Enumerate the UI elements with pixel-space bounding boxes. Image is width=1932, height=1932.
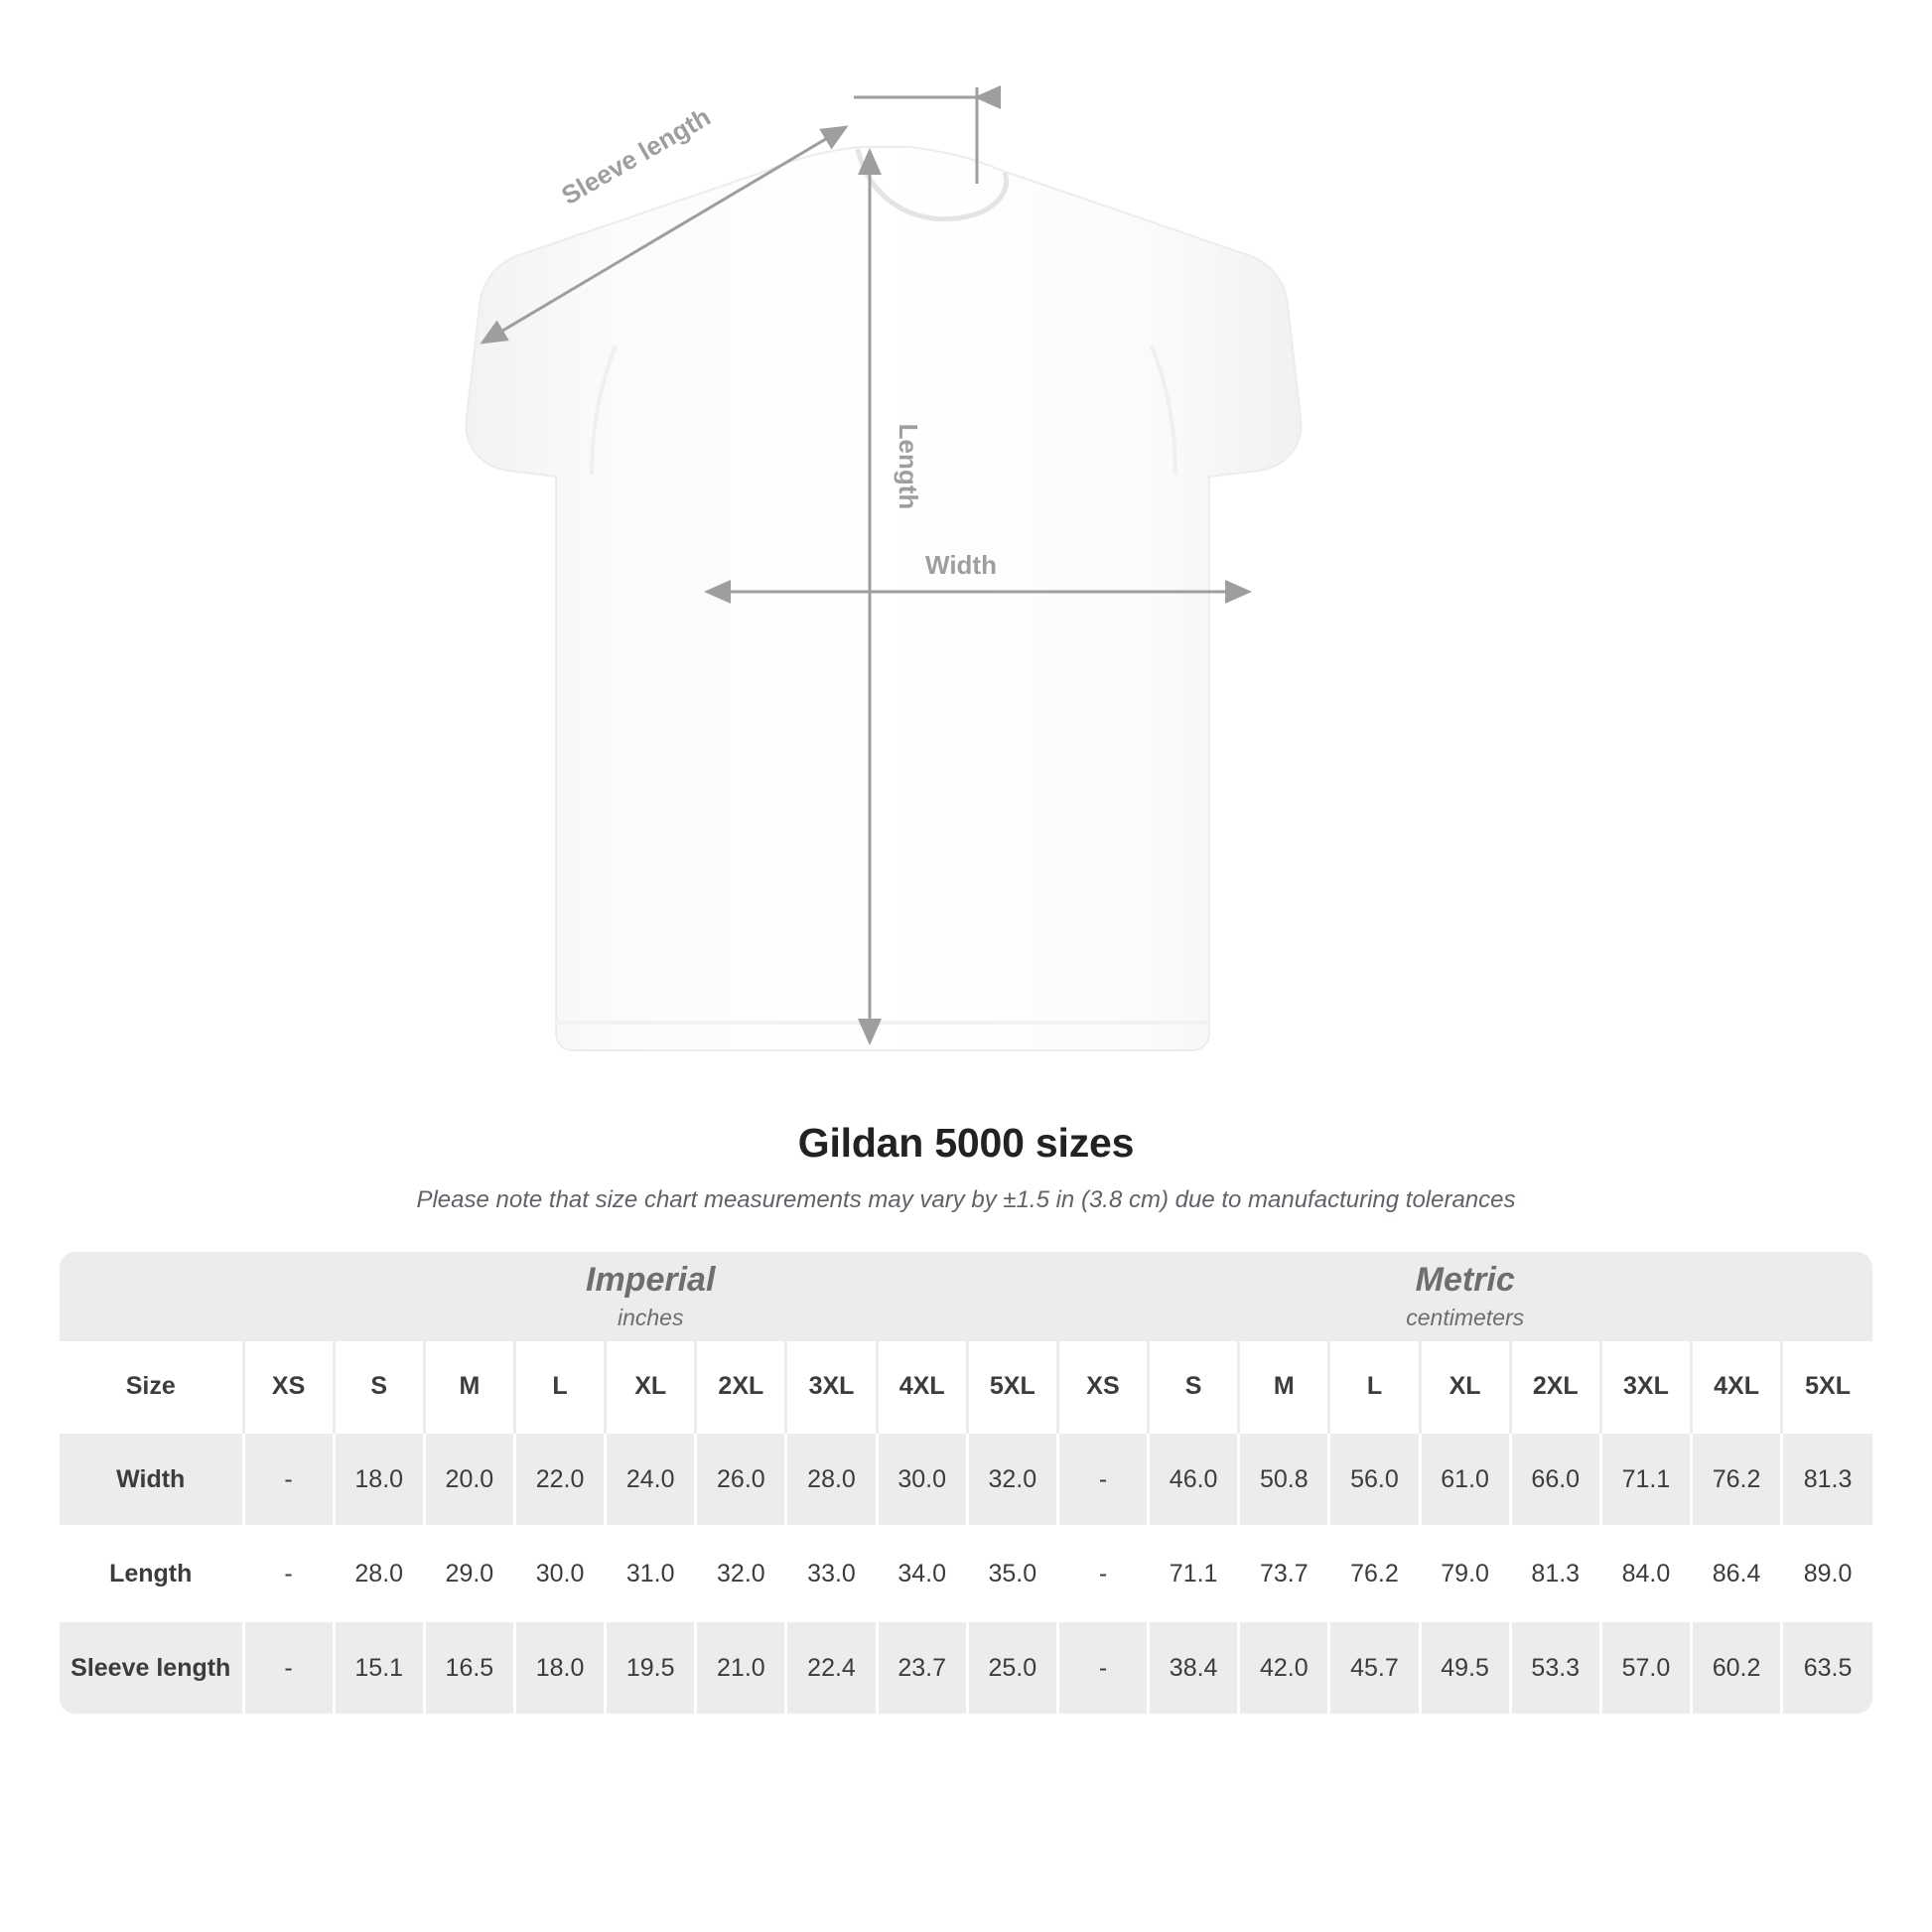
- size-header-imperial-xs: XS: [243, 1341, 334, 1433]
- cell-length-metric-4xl: 86.4: [1692, 1527, 1782, 1621]
- size-header-imperial-l: L: [514, 1341, 605, 1433]
- cell-sleeve-metric-l: 45.7: [1329, 1621, 1420, 1715]
- size-header-metric-3xl: 3XL: [1600, 1341, 1691, 1433]
- size-header-metric-s: S: [1149, 1341, 1239, 1433]
- cell-length-imperial-l: 30.0: [514, 1527, 605, 1621]
- table-row: [60, 1433, 1872, 1527]
- length-label: Length: [894, 423, 923, 510]
- cell-length-imperial-2xl: 32.0: [696, 1527, 786, 1621]
- cell-length-metric-m: 73.7: [1239, 1527, 1329, 1621]
- cell-width-metric-m: 50.8: [1239, 1433, 1329, 1527]
- cell-width-imperial-s: 18.0: [334, 1433, 424, 1527]
- cell-width-metric-4xl: 76.2: [1692, 1433, 1782, 1527]
- size-header-imperial-s: S: [334, 1341, 424, 1433]
- cell-sleeve-metric-s: 38.4: [1149, 1621, 1239, 1715]
- cell-sleeve-imperial-5xl: 25.0: [967, 1621, 1057, 1715]
- size-header-metric-xs: XS: [1057, 1341, 1148, 1433]
- cell-sleeve-imperial-m: 16.5: [424, 1621, 514, 1715]
- table-row: [60, 1621, 1872, 1715]
- size-header-imperial-4xl: 4XL: [877, 1341, 967, 1433]
- size-header-metric-5xl: 5XL: [1782, 1341, 1872, 1433]
- table-row: [60, 1527, 1872, 1621]
- size-table-wrapper: [60, 1252, 1872, 1714]
- cell-sleeve-metric-xs: -: [1057, 1621, 1148, 1715]
- cell-length-imperial-s: 28.0: [334, 1527, 424, 1621]
- cell-length-metric-xs: -: [1057, 1527, 1148, 1621]
- cell-width-metric-l: 56.0: [1329, 1433, 1420, 1527]
- cell-length-metric-xl: 79.0: [1420, 1527, 1510, 1621]
- size-table: [60, 1252, 1872, 1714]
- unit-group-metric: [1057, 1252, 1872, 1341]
- cell-sleeve-metric-m: 42.0: [1239, 1621, 1329, 1715]
- cell-sleeve-imperial-s: 15.1: [334, 1621, 424, 1715]
- cell-sleeve-imperial-l: 18.0: [514, 1621, 605, 1715]
- cell-width-imperial-xl: 24.0: [606, 1433, 696, 1527]
- unit-group-metric-name: Metric: [1415, 1260, 1515, 1299]
- size-header-metric-xl: XL: [1420, 1341, 1510, 1433]
- heading-block: [0, 1120, 1932, 1214]
- cell-width-metric-3xl: 71.1: [1600, 1433, 1691, 1527]
- cell-width-metric-s: 46.0: [1149, 1433, 1239, 1527]
- size-header-row: [60, 1341, 1872, 1433]
- size-header-imperial-5xl: 5XL: [967, 1341, 1057, 1433]
- cell-width-imperial-xs: -: [243, 1433, 334, 1527]
- cell-length-metric-s: 71.1: [1149, 1527, 1239, 1621]
- cell-width-imperial-3xl: 28.0: [786, 1433, 877, 1527]
- cell-width-metric-2xl: 66.0: [1510, 1433, 1600, 1527]
- cell-sleeve-metric-5xl: 63.5: [1782, 1621, 1872, 1715]
- cell-sleeve-imperial-4xl: 23.7: [877, 1621, 967, 1715]
- cell-sleeve-metric-4xl: 60.2: [1692, 1621, 1782, 1715]
- cell-length-imperial-m: 29.0: [424, 1527, 514, 1621]
- cell-sleeve-metric-2xl: 53.3: [1510, 1621, 1600, 1715]
- size-header-metric-4xl: 4XL: [1692, 1341, 1782, 1433]
- cell-length-metric-2xl: 81.3: [1510, 1527, 1600, 1621]
- cell-width-imperial-m: 20.0: [424, 1433, 514, 1527]
- cell-length-imperial-5xl: 35.0: [967, 1527, 1057, 1621]
- cell-width-imperial-2xl: 26.0: [696, 1433, 786, 1527]
- row-label-length: Length: [60, 1527, 243, 1621]
- cell-length-imperial-xl: 31.0: [606, 1527, 696, 1621]
- cell-length-imperial-3xl: 33.0: [786, 1527, 877, 1621]
- cell-sleeve-imperial-xl: 19.5: [606, 1621, 696, 1715]
- cell-sleeve-imperial-xs: -: [243, 1621, 334, 1715]
- size-header-imperial-xl: XL: [606, 1341, 696, 1433]
- cell-width-imperial-l: 22.0: [514, 1433, 605, 1527]
- cell-width-metric-xl: 61.0: [1420, 1433, 1510, 1527]
- size-header-label: Size: [60, 1341, 243, 1433]
- cell-length-metric-5xl: 89.0: [1782, 1527, 1872, 1621]
- width-label: Width: [925, 550, 997, 580]
- cell-sleeve-metric-xl: 49.5: [1420, 1621, 1510, 1715]
- unit-group-imperial-sub: inches: [617, 1305, 684, 1330]
- unit-group-metric-sub: centimeters: [1406, 1305, 1525, 1330]
- row-label-sleeve-length: Sleeve length: [60, 1621, 243, 1715]
- unit-group-imperial: [243, 1252, 1057, 1341]
- size-header-metric-l: L: [1329, 1341, 1420, 1433]
- unit-header-spacer: [60, 1252, 243, 1341]
- unit-group-imperial-name: Imperial: [586, 1260, 716, 1299]
- cell-width-imperial-5xl: 32.0: [967, 1433, 1057, 1527]
- cell-length-metric-3xl: 84.0: [1600, 1527, 1691, 1621]
- measurement-note: Please note that size chart measurements may vary by ±1.5 in (3.8 cm) due to manufacturing tolerances: [416, 1186, 1516, 1213]
- cell-width-imperial-4xl: 30.0: [877, 1433, 967, 1527]
- cell-sleeve-imperial-2xl: 21.0: [696, 1621, 786, 1715]
- row-label-width: Width: [60, 1433, 243, 1527]
- page-title: Gildan 5000 sizes: [797, 1120, 1135, 1166]
- size-header-metric-m: M: [1239, 1341, 1329, 1433]
- tshirt-shape: [466, 147, 1301, 1050]
- size-header-imperial-m: M: [424, 1341, 514, 1433]
- cell-sleeve-imperial-3xl: 22.4: [786, 1621, 877, 1715]
- cell-length-metric-l: 76.2: [1329, 1527, 1420, 1621]
- cell-width-metric-5xl: 81.3: [1782, 1433, 1872, 1527]
- size-header-imperial-3xl: 3XL: [786, 1341, 877, 1433]
- cell-width-metric-xs: -: [1057, 1433, 1148, 1527]
- size-header-metric-2xl: 2XL: [1510, 1341, 1600, 1433]
- cell-sleeve-metric-3xl: 57.0: [1600, 1621, 1691, 1715]
- cell-length-imperial-4xl: 34.0: [877, 1527, 967, 1621]
- cell-length-imperial-xs: -: [243, 1527, 334, 1621]
- size-header-imperial-2xl: 2XL: [696, 1341, 786, 1433]
- unit-header-row: [60, 1252, 1872, 1341]
- sleeve-length-label: Sleeve length: [556, 101, 716, 211]
